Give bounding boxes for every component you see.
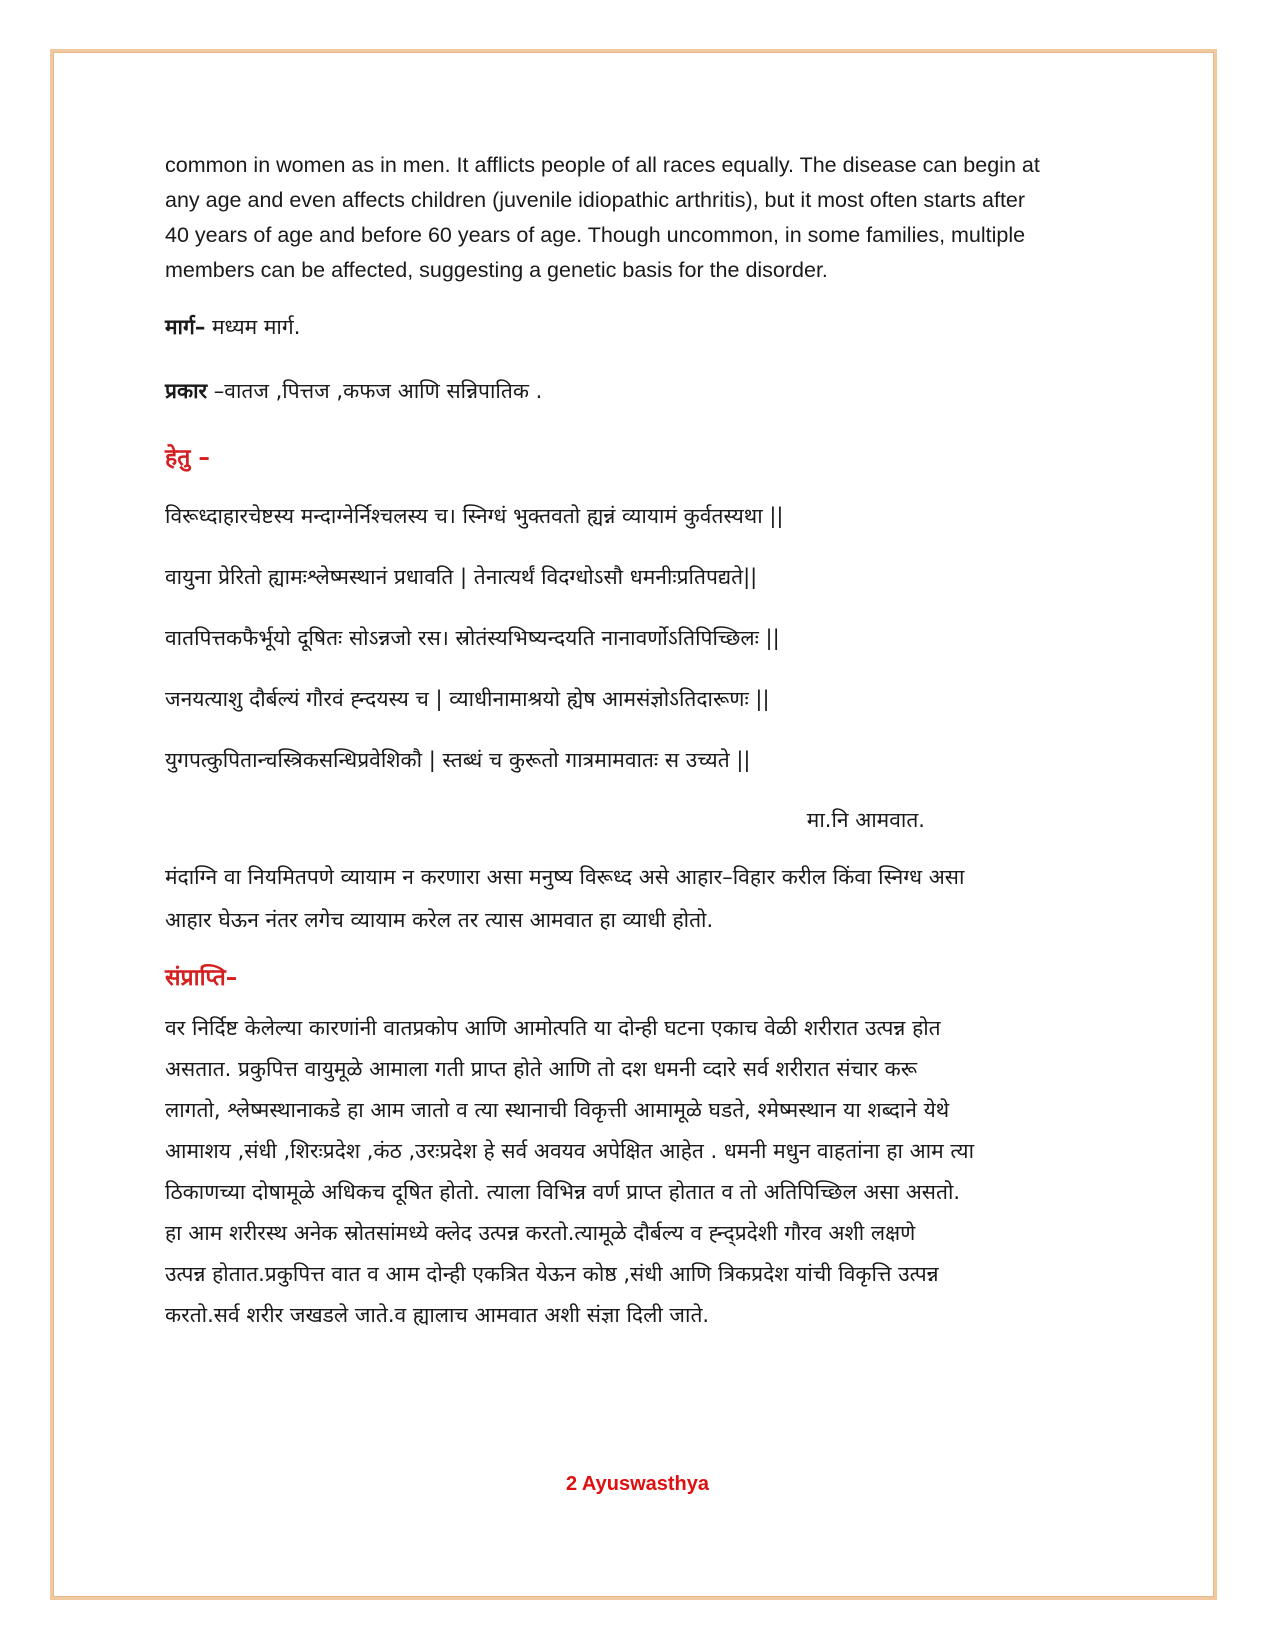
text-line: वर निर्दिष्ट केलेल्या कारणांनी वातप्रकोप आणि आमोत्पति या दोन्ही घटना एकाच वेळी शरीरात उत्पन्न होत xyxy=(165,1016,941,1040)
shloka-line: जनयत्याशु दौर्बल्यं गौरवं ह्न्दयस्य च | व्याधीनामाश्रयो ह्येष आमसंज्ञोऽतिदारूणः || xyxy=(165,687,770,711)
document-body xyxy=(165,148,1135,1336)
marga-line xyxy=(165,313,1135,341)
samprapti-paragraph xyxy=(165,1008,1135,1336)
prakar-value: –वातज ,पित्तज ,कफज आणि सन्निपातिक . xyxy=(207,379,543,403)
marga-value: मध्यम मार्ग. xyxy=(205,315,301,339)
text-line: लागतो, श्लेष्मस्थानाकडे हा आम जातो व त्या स्थानाची विकृत्ती आमामूळे घडते, श्मेष्मस्थान या शब्दाने येथे xyxy=(165,1098,950,1122)
text-line: असतात. प्रकुपित्त वायुमूळे आमाला गती प्राप्त होते आणि तो दश धमनी व्दारे सर्व शरीरात संचार करू xyxy=(165,1057,918,1081)
text-line: उत्पन्न होतात.प्रकुपित्त वात व आम दोन्ही एकत्रित येऊन कोष्ठ ,संधी आणि त्रिकप्रदेश यांची विकृत्ति उत्पन्न xyxy=(165,1262,939,1286)
text-line: ठिकाणच्या दोषामूळे अधिकच दूषित होतो. त्याला विभिन्न वर्ण प्राप्त होतात व तो अतिपिच्छिल असा असतो. xyxy=(165,1180,961,1204)
reference: मा.नि आमवात. xyxy=(806,808,925,832)
marga-label: मार्ग– xyxy=(165,315,206,339)
text-line: आमाशय ,संधी ,शिरःप्रदेश ,कंठ ,उरःप्रदेश हे सर्व अवयव अपेक्षित आहेत . धमनी मधुन वाहतांना हा आम त्या xyxy=(165,1139,975,1163)
samprapti-heading: संप्राप्ति– xyxy=(165,965,238,991)
shloka-line: युगपत्कुपितान्चस्त्रिकसन्धिप्रवेशिकौ | स्तब्धं च कुरूतो गात्रमामवातः स उच्यते || xyxy=(165,748,751,772)
text-line: आहार घेऊन नंतर लगेच व्यायाम करेल तर त्यास आमवात हा व्याधी होतो. xyxy=(165,908,714,932)
hetu-explanation xyxy=(165,856,1135,942)
page-footer: 2 Ayuswasthya xyxy=(565,1473,710,1495)
intro-line: members can be affected, suggesting a genetic basis for the disorder. xyxy=(165,258,828,282)
text-line: मंदाग्नि वा नियमितपणे व्यायाम न करणारा असा मनुष्य विरूध्द असे आहार–विहार करील किंवा स्निग्ध असा xyxy=(165,865,965,889)
text-line: हा आम शरीरस्थ अनेक स्रोतसांमध्ये क्लेद उत्पन्न करतो.त्यामूळे दौर्बल्य व ह्न्द्प्रदेशी गौरव अशी लक्षणे xyxy=(165,1221,916,1245)
intro-paragraph xyxy=(165,148,1135,288)
shloka-line: विरूध्दाहारचेष्टस्य मन्दाग्नेर्निश्चलस्य च। स्निग्धं भुक्तवतो ह्यन्नं व्यायामं कुर्वतस्यथा || xyxy=(165,504,784,528)
prakar-label: प्रकार xyxy=(165,379,208,403)
hetu-heading: हेतु – xyxy=(165,445,210,471)
intro-line: common in women as in men. It afflicts people of all races equally. The disease can begin at xyxy=(165,153,1040,177)
intro-line: 40 years of age and before 60 years of age. Though uncommon, in some families, multiple xyxy=(165,223,1026,247)
shloka-block xyxy=(165,502,1135,774)
shloka-line: वातपित्तकफैर्भूयो दूषितः सोऽन्नजो रस। स्रोतंस्यभिष्यन्दयति नानावर्णोऽतिपिच्छिलः || xyxy=(165,626,780,650)
text-line: करतो.सर्व शरीर जखडले जाते.व ह्यालाच आमवात अशी संज्ञा दिली जाते. xyxy=(165,1303,710,1327)
intro-line: any age and even affects children (juvenile idiopathic arthritis), but it most often starts after xyxy=(165,188,1026,212)
prakar-line xyxy=(165,377,1135,405)
shloka-line: वायुना प्रेरितो ह्यामःश्लेष्मस्थानं प्रधावति | तेनात्यर्थं विदग्धोऽसौ धमनीःप्रतिपद्यते|| xyxy=(165,565,758,589)
